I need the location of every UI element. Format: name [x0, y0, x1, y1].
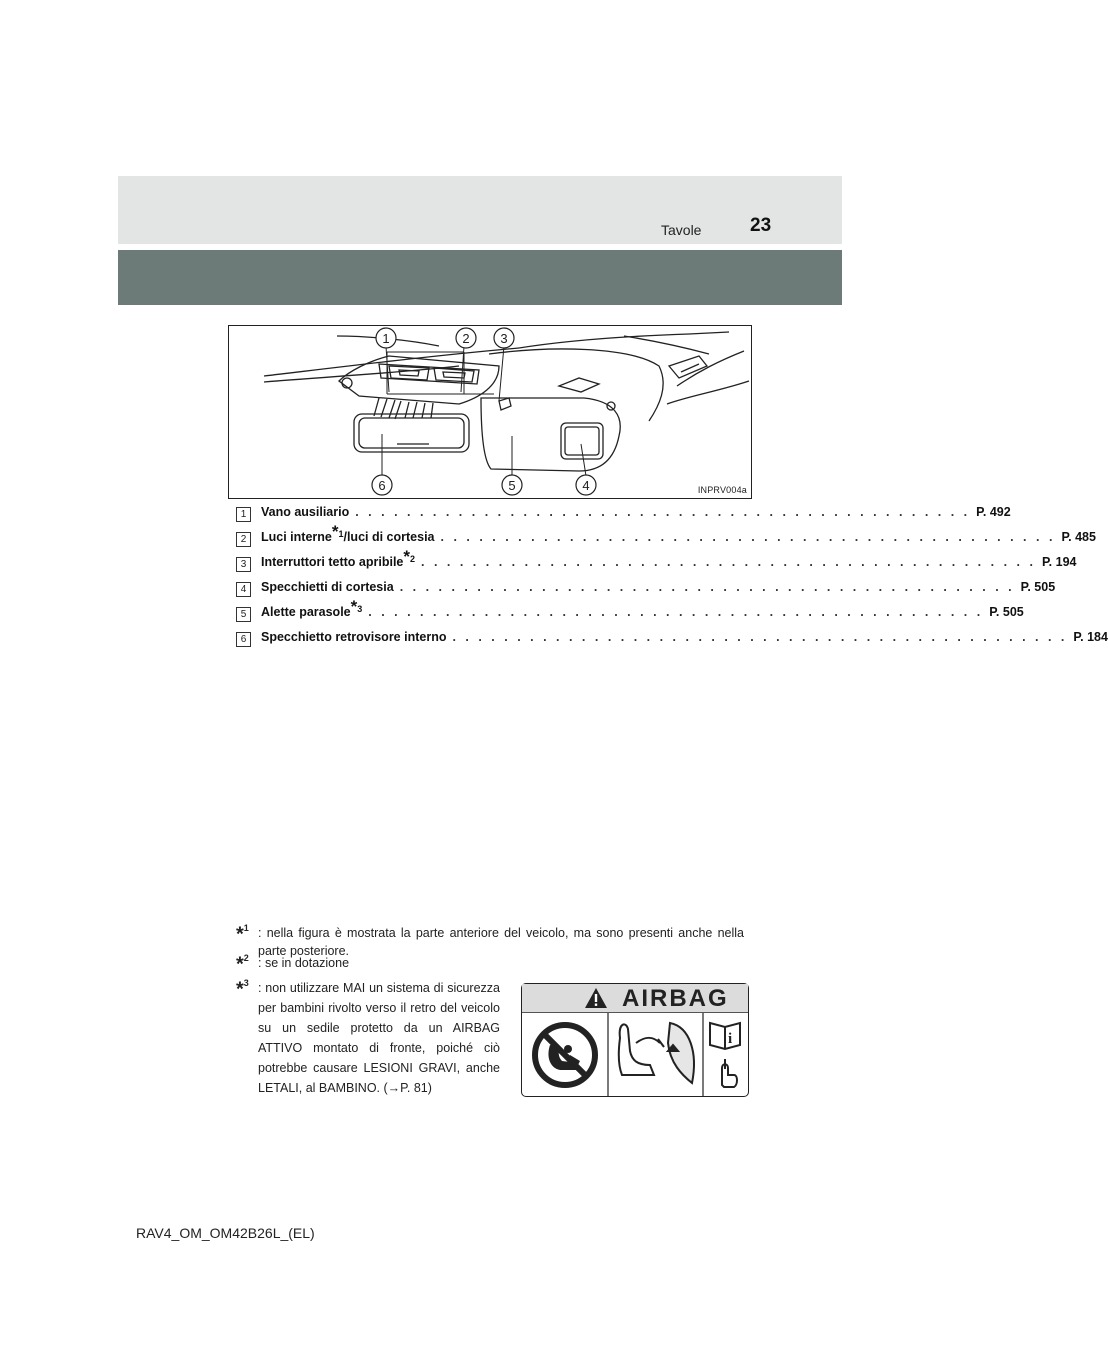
list-item — [236, 597, 1024, 630]
callout-label-2: 2 — [462, 331, 470, 346]
list-item — [236, 547, 1077, 580]
section-title: Tavole — [661, 222, 702, 238]
header-band — [118, 176, 842, 244]
leader-dots: . . . . . . . . . . . . . . . . . . . . . . . . . . . . . . . . . . . . . . . . . . . . . . . . — [421, 555, 1036, 569]
read-manual-icon — [710, 1023, 740, 1087]
list-item — [236, 630, 1108, 655]
item-number: 1 — [236, 507, 251, 522]
no-rear-facing-child-seat-icon — [535, 1025, 595, 1085]
front-airbag-seat-icon — [619, 1023, 694, 1083]
warning-triangle-icon — [584, 987, 608, 1009]
footnote-mark: *$^1$ — [236, 923, 249, 946]
callout-label-5: 5 — [508, 478, 516, 493]
footnote-text: : non utilizzare MAI un sistema di sicurezza per bambini rivolto verso il retro del veicolo su un sedile protetto da un AIRBAG ATTIVO montato di fronte, poiché ciò potrebbe causare LESIONI GRAVI, anche LETALI, al BAMBINO. (→P. 81) — [258, 981, 500, 1095]
page-reference[interactable]: P. 505 — [1020, 580, 1056, 594]
callout-label-6: 6 — [378, 478, 386, 493]
page-reference[interactable]: P. 184 — [1073, 630, 1108, 644]
callout-label-4: 4 — [582, 478, 590, 493]
airbag-warning-label — [521, 983, 749, 1097]
item-number: 6 — [236, 632, 251, 647]
leader-dots: . . . . . . . . . . . . . . . . . . . . . . . . . . . . . . . . . . . . . . . . . . . . . . . . — [399, 580, 1015, 594]
item-label: Interruttori tetto apribile$^{*2}$ — [261, 547, 416, 569]
footnote-mark: *$^3$ — [236, 978, 249, 1001]
page-number: 23 — [750, 215, 772, 236]
item-number: 4 — [236, 582, 251, 597]
callout-label-1: 1 — [382, 331, 390, 346]
item-label: Vano ausiliario — [261, 505, 350, 519]
footnote-2 — [236, 953, 744, 976]
item-label: Alette parasole$^{*3}$ — [261, 597, 363, 619]
document-code: RAV4_OM_OM42B26L_(EL) — [136, 1225, 315, 1241]
list-item — [236, 580, 1056, 605]
page-reference[interactable]: P. 505 — [989, 605, 1024, 619]
figure-code: INPRV004a — [697, 485, 747, 495]
item-number: 3 — [236, 557, 251, 572]
item-label: Specchietti di cortesia — [261, 580, 394, 594]
footnote-3 — [236, 978, 500, 1098]
list-item — [236, 522, 1096, 555]
leader-dots: . . . . . . . . . . . . . . . . . . . . . . . . . . . . . . . . . . . . . . . . . . . . . . . . — [368, 605, 984, 619]
overhead-console-illustration — [229, 326, 751, 498]
footnote-text: : se in dotazione — [258, 956, 350, 970]
list-item — [236, 505, 1011, 530]
section-bar — [118, 250, 842, 305]
airbag-title: AIRBAG — [622, 985, 729, 1012]
component-list — [236, 505, 1108, 655]
svg-text:i: i — [728, 1031, 733, 1047]
item-label: Specchietto retrovisore interno — [261, 630, 447, 644]
page-reference[interactable]: P. 492 — [976, 505, 1011, 519]
page-reference[interactable]: P. 485 — [1061, 530, 1096, 544]
item-number: 5 — [236, 607, 251, 622]
airbag-label-header — [522, 984, 748, 1013]
airbag-label-body — [522, 1013, 748, 1096]
interior-figure — [228, 325, 752, 499]
footnote-text: : nella figura è mostrata la parte anteriore del veicolo, ma sono presenti anche nella parte posteriore. — [258, 926, 744, 958]
footnote-mark: *$^2$ — [236, 953, 249, 976]
page-reference[interactable]: P. 194 — [1041, 555, 1077, 569]
item-number: 2 — [236, 532, 251, 547]
callout-label-3: 3 — [500, 331, 508, 346]
item-label: Luci interne$^{*1}$/luci di cortesia — [261, 522, 435, 544]
leader-dots: . . . . . . . . . . . . . . . . . . . . . . . . . . . . . . . . . . . . . . . . . . . . . . . . — [452, 630, 1068, 644]
leader-dots: . . . . . . . . . . . . . . . . . . . . . . . . . . . . . . . . . . . . . . . . . . . . . . . . — [440, 530, 1056, 544]
leader-dots: . . . . . . . . . . . . . . . . . . . . . . . . . . . . . . . . . . . . . . . . . . . . . . . . — [355, 505, 971, 519]
